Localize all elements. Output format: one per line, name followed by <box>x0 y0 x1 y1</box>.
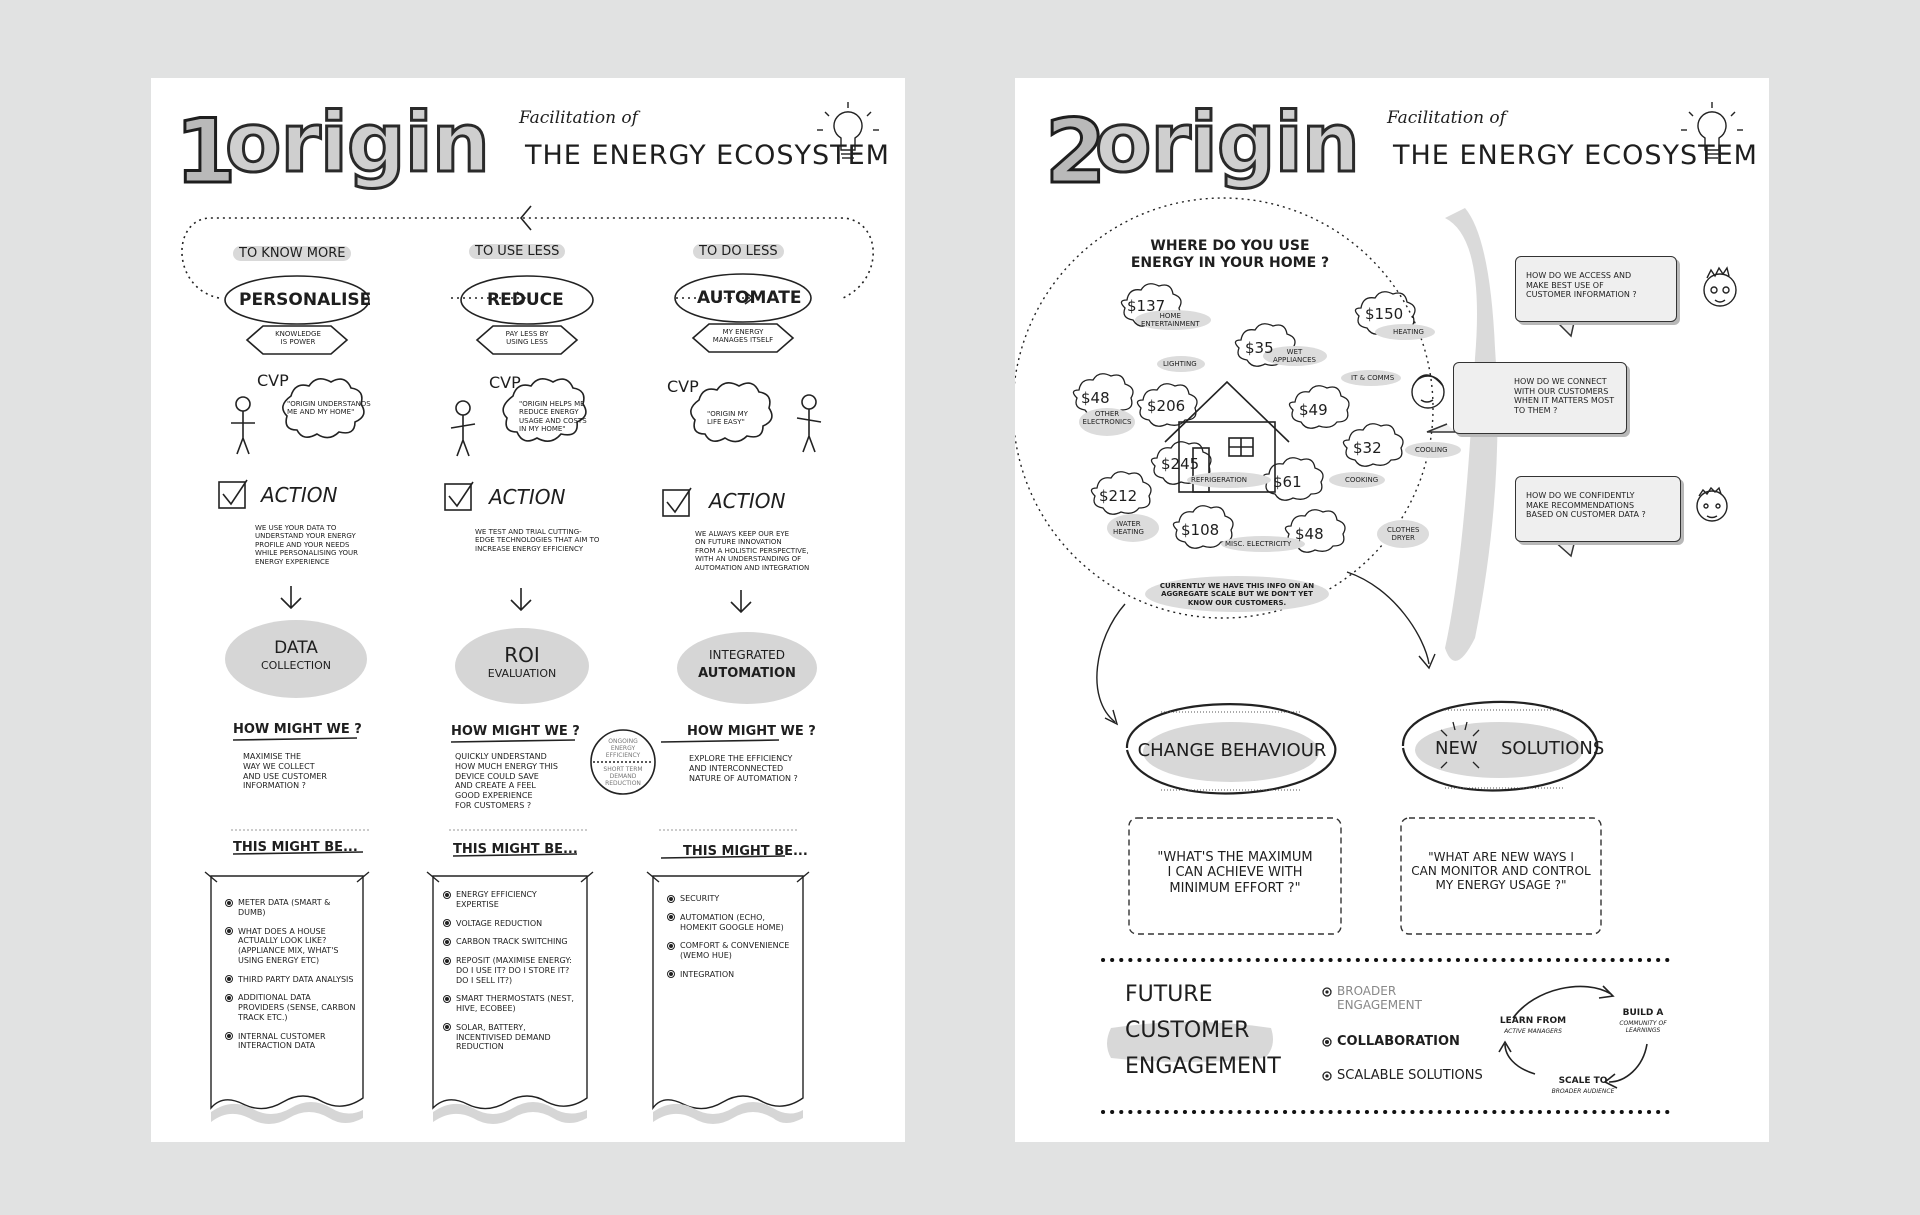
col-2-quote: "ORIGIN HELPS ME REDUCE ENERGY USAGE AND COSTS IN MY HOME" <box>519 400 587 434</box>
usage-amount-misc: $108 <box>1181 521 1220 539</box>
usage-label-entertainment: HOME ENTERTAINMENT <box>1141 312 1200 329</box>
question-box-1 <box>1515 256 1677 322</box>
engagement-item-scalable: SCALABLE SOLUTIONS <box>1337 1068 1483 1083</box>
usage-amount-cooking: $61 <box>1273 473 1302 491</box>
usage-amount-other: $48 <box>1081 389 1110 407</box>
col-3-cvp: CVP <box>667 377 699 396</box>
cycle-build-sub: COMMUNITY OF LEARNINGS <box>1619 1020 1667 1035</box>
face-1-icon <box>1704 274 1736 306</box>
question-text: HOW DO WE ACCESS AND MAKE BEST USE OF CUSTOMER INFORMATION ? <box>1526 271 1637 300</box>
col-3-pill-big: INTEGRATED <box>708 648 785 662</box>
col-3-list <box>667 894 799 989</box>
usage-amount-cooling: $32 <box>1353 439 1382 457</box>
col-2-cvp: CVP <box>489 373 521 392</box>
col-3-action-text: WE ALWAYS KEEP OUR EYE ON FUTURE INNOVATION FROM A HOLISTIC PERSPECTIVE, WITH AN UNDERSTANDING OF AUTOMATION AND INTEGRATION <box>695 530 810 572</box>
col-1-hmw-text: MAXIMISE THE WAY WE COLLECT AND USE CUSTOMER INFORMATION ? <box>243 752 327 791</box>
usage-label-heating: HEATING <box>1393 328 1424 336</box>
col-1-quote: "ORIGIN UNDERSTANDS ME AND MY HOME" <box>287 400 371 417</box>
list-item: ADDITIONAL DATA PROVIDERS (SENSE, CARBON TRACK ETC.) <box>225 993 359 1022</box>
cycle-learn-title: LEARN FROM <box>1499 1016 1567 1026</box>
col-1-action: ACTION <box>261 483 338 507</box>
bullet-icon <box>667 913 675 921</box>
new-label: NEW <box>1435 738 1478 759</box>
face-3-icon <box>1697 491 1727 521</box>
circle-bottom-text: SHORT TERM DEMAND REDUCTION <box>603 766 643 788</box>
bullet-icon <box>225 1032 233 1040</box>
engagement-item-broader: BROADER ENGAGEMENT <box>1337 984 1422 1013</box>
col-1-sub: KNOWLEDGE IS POWER <box>275 330 321 347</box>
ecosystem-title: THE ENERGY ECOSYSTEM <box>1393 140 1758 171</box>
customer-word: CUSTOMER <box>1125 1018 1250 1043</box>
col-2-hmw: HOW MIGHT WE ? <box>451 724 580 739</box>
usage-amount-refrigeration: $245 <box>1161 455 1200 473</box>
col-2-tmb: THIS MIGHT BE... <box>453 842 578 857</box>
usage-label-misc: MISC. ELECTRICITY <box>1225 540 1292 548</box>
col-1-hmw: HOW MIGHT WE ? <box>233 722 362 737</box>
bullet-icon <box>443 957 451 965</box>
quote-left: "WHAT'S THE MAXIMUM I CAN ACHIEVE WITH MINIMUM EFFORT ?" <box>1157 850 1313 896</box>
col-2-hmw-text: QUICKLY UNDERSTAND HOW MUCH ENERGY THIS DEVICE COULD SAVE AND CREATE A FEEL GOOD EXPERIENCE FOR CUSTOMERS ? <box>455 752 558 810</box>
bullet-icon <box>667 942 675 950</box>
col-1-title: PERSONALISE <box>239 290 372 310</box>
usage-label-it-comms: IT & COMMS <box>1351 374 1395 382</box>
cycle-scale-sub: BROADER AUDIENCE <box>1551 1088 1615 1095</box>
col-2-list <box>443 890 581 1061</box>
col-2-pill-big: ROI <box>504 643 540 667</box>
engagement-item-collaboration: COLLABORATION <box>1337 1034 1460 1049</box>
col-1-tag: TO KNOW MORE <box>233 246 351 261</box>
col-3-title: AUTOMATE <box>697 288 802 308</box>
cycle-build-title: BUILD A <box>1622 1008 1664 1018</box>
col-2-action: ACTION <box>489 485 566 509</box>
usage-label-dryer: CLOTHES DRYER <box>1387 526 1420 543</box>
col-3-hmw-text: EXPLORE THE EFFICIENCY AND INTERCONNECTED NATURE OF AUTOMATION ? <box>689 754 798 783</box>
usage-amount-water: $212 <box>1099 487 1138 505</box>
list-item: AUTOMATION (ECHO, HOMEKIT GOOGLE HOME) <box>667 913 799 933</box>
usage-label-cooking: COOKING <box>1345 476 1379 484</box>
col-1-pill-big: DATA <box>274 638 318 658</box>
cycle-learn-sub: ACTIVE MANAGERS <box>1504 1028 1562 1035</box>
col-3-tmb: THIS MIGHT BE... <box>683 844 808 859</box>
lightbulb-icon <box>817 102 879 158</box>
usage-amount-wet: $35 <box>1245 339 1274 357</box>
question-box-2 <box>1453 362 1627 434</box>
bullet-icon <box>225 994 233 1002</box>
bullet-icon <box>443 919 451 927</box>
usage-label-other: OTHER ELECTRONICS <box>1082 410 1132 427</box>
col-2-action-text: WE TEST AND TRIAL CUTTING- EDGE TECHNOLOGIES THAT AIM TO INCREASE ENERGY EFFICIENCY <box>475 528 600 553</box>
future-word: FUTURE <box>1125 982 1213 1007</box>
usage-label-water: WATER HEATING <box>1113 520 1144 537</box>
col-3-quote: "ORIGIN MY LIFE EASY" <box>707 410 748 427</box>
lightbulb-icon <box>1681 102 1743 158</box>
quote-right: "WHAT ARE NEW WAYS I CAN MONITOR AND CONTROL MY ENERGY USAGE ?" <box>1411 850 1591 893</box>
col-2-sub: PAY LESS BY USING LESS <box>505 330 549 347</box>
col-1-cvp: CVP <box>257 371 289 390</box>
solutions-label: SOLUTIONS <box>1501 738 1605 759</box>
list-item: SMART THERMOSTATS (NEST, HIVE, ECOBEE) <box>443 994 581 1014</box>
poster-number: 1 <box>175 100 235 203</box>
bullet-icon <box>443 938 451 946</box>
grey-brace <box>1445 208 1498 661</box>
col-2-tag: TO USE LESS <box>469 244 565 259</box>
bullet-icon <box>667 970 675 978</box>
brand-logo-text: origin <box>1095 96 1360 191</box>
col-1-action-text: WE USE YOUR DATA TO UNDERSTAND YOUR ENERGY PROFILE AND YOUR NEEDS WHILE PERSONALISING YOUR ENERGY EXPERIENCE <box>255 524 359 566</box>
facilitation-label: Facilitation of <box>1387 108 1506 128</box>
usage-label-wet: WET APPLIANCES <box>1273 348 1316 365</box>
list-item: SOLAR, BATTERY, INCENTIVISED DEMAND REDUCTION <box>443 1023 581 1052</box>
col-1-tmb: THIS MIGHT BE... <box>233 840 358 855</box>
bullet-icon <box>225 899 233 907</box>
col-1-list <box>225 898 359 1060</box>
home-question: WHERE DO YOU USE ENERGY IN YOUR HOME ? <box>1130 238 1330 271</box>
bullet-icon <box>667 895 675 903</box>
list-item: REPOSIT (MAXIMISE ENERGY: DO I USE IT? DO I STORE IT? DO I SELL IT?) <box>443 956 581 985</box>
aggregate-note: CURRENTLY WE HAVE THIS INFO ON AN AGGREGATE SCALE BUT WE DON'T YET KNOW OUR CUSTOMERS. <box>1159 582 1315 607</box>
list-item: ENERGY EFFICIENCY EXPERTISE <box>443 890 581 910</box>
usage-label-refrigeration: REFRIGERATION <box>1191 476 1247 484</box>
poster-1 <box>151 78 905 1142</box>
col-2-pill-small: EVALUATION <box>487 667 557 680</box>
list-item: SECURITY <box>667 894 799 904</box>
col-3-action: ACTION <box>709 489 786 513</box>
bullet-icon <box>225 975 233 983</box>
usage-amount-heating: $150 <box>1365 305 1404 323</box>
list-item: CARBON TRACK SWITCHING <box>443 937 581 947</box>
col-3-hmw: HOW MIGHT WE ? <box>687 724 816 739</box>
usage-amount-entertainment: $137 <box>1127 297 1166 315</box>
list-item: THIRD PARTY DATA ANALYSIS <box>225 975 359 985</box>
change-behaviour-label: CHANGE BEHAVIOUR <box>1137 740 1327 761</box>
ecosystem-title: THE ENERGY ECOSYSTEM <box>525 140 890 171</box>
list-item: WHAT DOES A HOUSE ACTUALLY LOOK LIKE? (APPLIANCE MIX, WHAT'S USING ENERGY ETC) <box>225 927 359 966</box>
list-item: INTEGRATION <box>667 970 799 980</box>
col-3-tag: TO DO LESS <box>693 244 784 259</box>
usage-amount-lighting: $206 <box>1147 397 1186 415</box>
col-3-pill-small: AUTOMATION <box>698 666 796 681</box>
question-text: HOW DO WE CONFIDENTLY MAKE RECOMMENDATIONS BASED ON CUSTOMER DATA ? <box>1526 491 1646 520</box>
usage-amount-it: $49 <box>1299 401 1328 419</box>
col-1-pill-small: COLLECTION <box>260 659 332 672</box>
usage-label-lighting: LIGHTING <box>1163 360 1197 368</box>
bullet-icon <box>225 927 233 935</box>
col-3-sub: MY ENERGY MANAGES ITSELF <box>712 328 774 345</box>
list-item: INTERNAL CUSTOMER INTERACTION DATA <box>225 1032 359 1052</box>
list-item: COMFORT & CONVENIENCE (WEMO HUE) <box>667 941 799 961</box>
question-text: HOW DO WE CONNECT WITH OUR CUSTOMERS WHEN IT MATTERS MOST TO THEM ? <box>1514 377 1615 415</box>
bullet-icon <box>443 891 451 899</box>
facilitation-label: Facilitation of <box>519 108 638 128</box>
bullet-icon <box>443 1023 451 1031</box>
col-2-title: REDUCE <box>487 290 564 310</box>
bullet-icon <box>443 995 451 1003</box>
question-box-3 <box>1515 476 1681 542</box>
circle-top-text: ONGOING ENERGY EFFICIENCY <box>605 738 641 760</box>
brand-logo-text: origin <box>225 96 490 191</box>
list-item: METER DATA (SMART & DUMB) <box>225 898 359 918</box>
engagement-word: ENGAGEMENT <box>1125 1054 1281 1079</box>
usage-amount-dryer: $48 <box>1295 525 1324 543</box>
poster-number: 2 <box>1045 100 1105 203</box>
list-item: VOLTAGE REDUCTION <box>443 919 581 929</box>
poster-2 <box>1015 78 1769 1142</box>
cycle-scale-title: SCALE TO <box>1558 1076 1608 1086</box>
usage-label-cooling: COOLING <box>1415 446 1448 454</box>
